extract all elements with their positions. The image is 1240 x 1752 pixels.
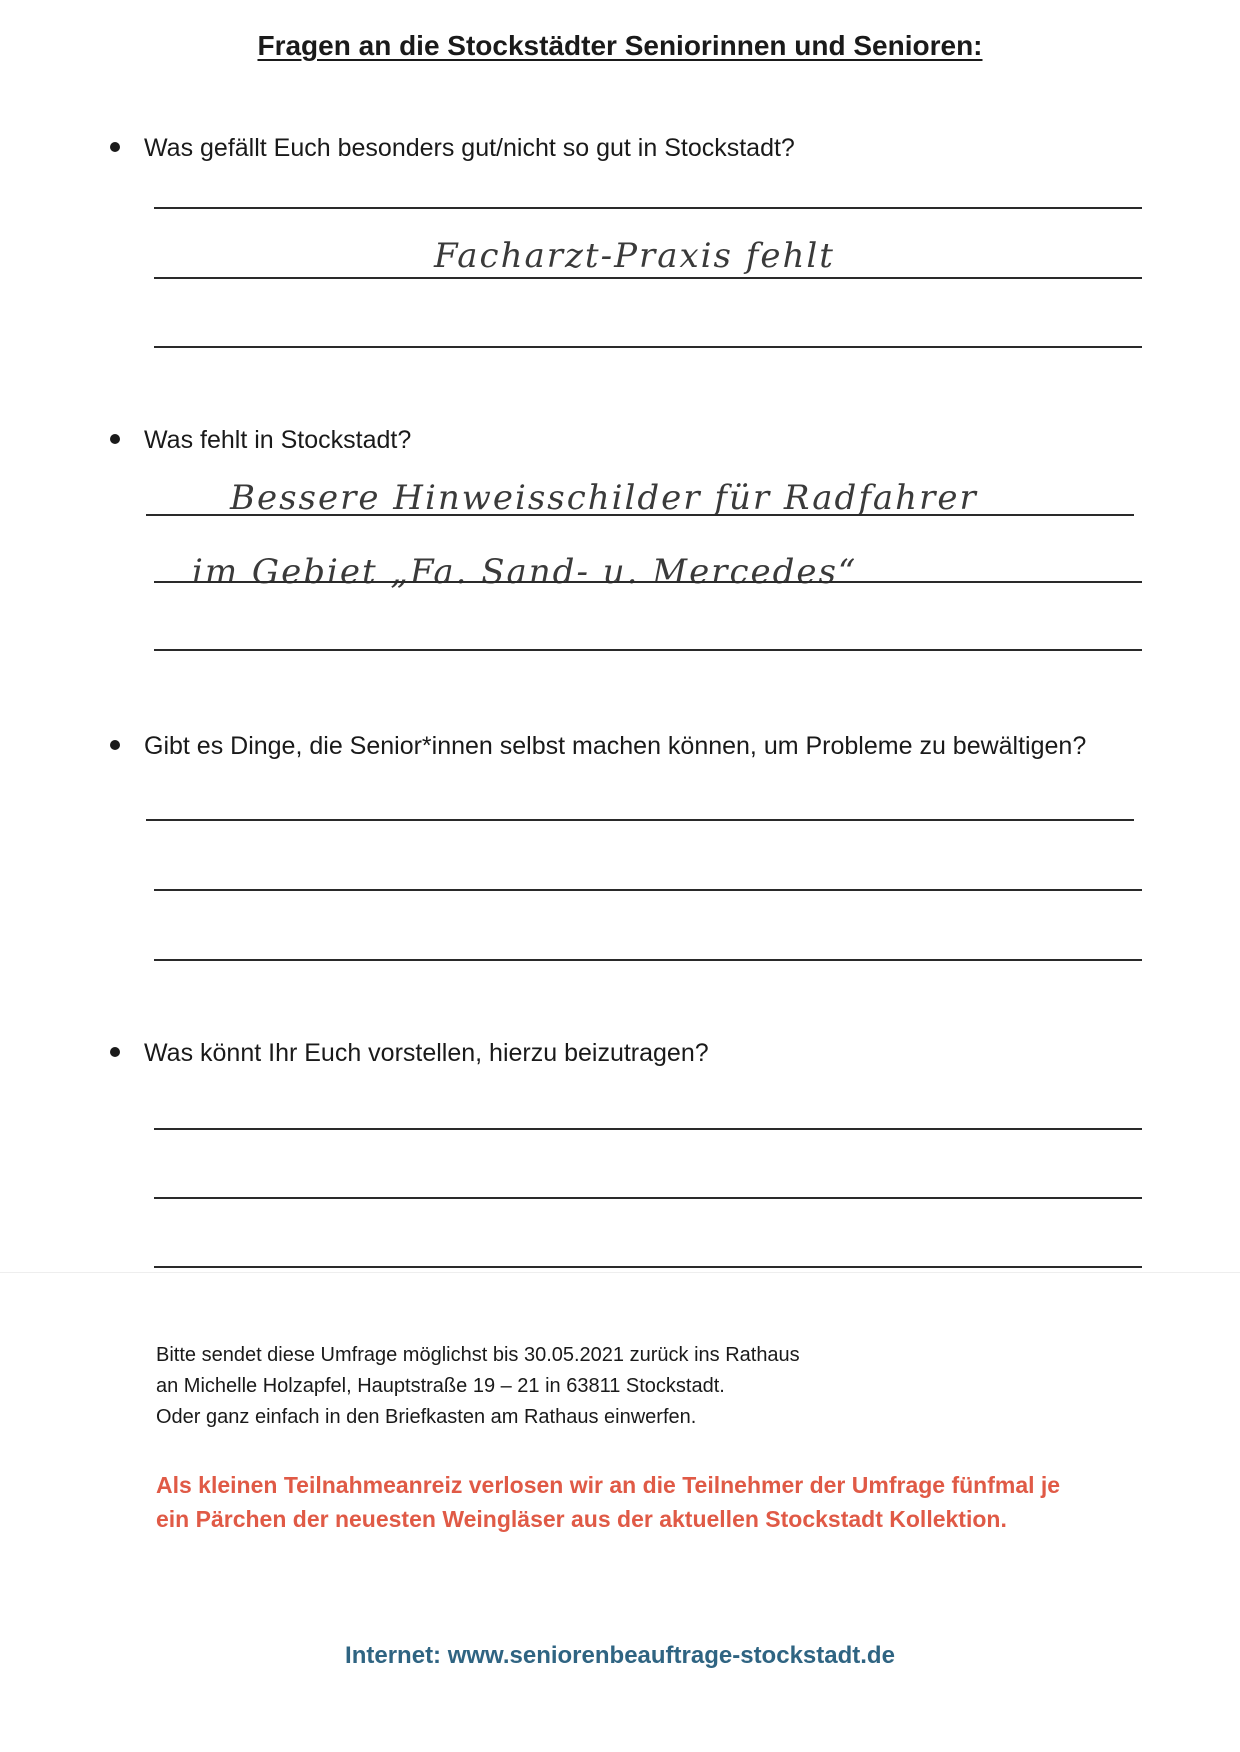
question-3-text: Gibt es Dinge, die Senior*innen selbst machen können, um Probleme zu bewältigen? [144, 732, 1087, 760]
page-title: Fragen an die Stockstädter Seniorinnen und Senioren: [257, 30, 983, 61]
handwritten-answer-2-2: im Gebiet „Fa. Sand- u. Mercedes“ [192, 552, 858, 592]
scan-artifact-divider [0, 1272, 1240, 1273]
website-link[interactable]: Internet: www.seniorenbeauftrage-stockstadt.de [345, 1642, 895, 1669]
answer-line-1-1[interactable] [154, 207, 1142, 209]
question-1 [110, 134, 795, 163]
question-4-text: Was könnt Ihr Euch vorstellen, hierzu beizutragen? [144, 1039, 709, 1067]
handwritten-answer-1-2: Facharzt-Praxis fehlt [434, 236, 835, 276]
question-1-text: Was gefällt Euch besonders gut/nicht so gut in Stockstadt? [144, 134, 795, 162]
question-2 [110, 426, 411, 455]
prize-line-1: Als kleinen Teilnahmeanreiz verlosen wir an die Teilnehmer der Umfrage fünfmal je [156, 1472, 1061, 1498]
return-instructions [156, 1340, 800, 1433]
bullet-icon [110, 1047, 120, 1057]
question-2-text: Was fehlt in Stockstadt? [144, 426, 412, 454]
answer-line-4-2[interactable] [154, 1197, 1142, 1199]
question-4 [110, 1039, 709, 1068]
answer-line-4-1[interactable] [154, 1128, 1142, 1130]
bullet-icon [110, 740, 120, 750]
answer-line-3-1[interactable] [146, 819, 1134, 821]
answer-line-4-3[interactable] [154, 1266, 1142, 1268]
prize-announcement [156, 1468, 1060, 1536]
handwritten-answer-2-1: Bessere Hinweisschilder für Radfahrer [230, 478, 978, 518]
prize-line-2: ein Pärchen der neuesten Weingläser aus der aktuellen Stockstadt Kollektion. [156, 1506, 1007, 1532]
answer-line-2-2[interactable] [154, 581, 1142, 583]
bullet-icon [110, 434, 120, 444]
answer-line-2-1[interactable] [146, 514, 1134, 516]
bullet-icon [110, 142, 120, 152]
return-instructions-line-1: Bitte sendet diese Umfrage möglichst bis 30.05.2021 zurück ins Rathaus [156, 1344, 800, 1366]
return-instructions-line-3: Oder ganz einfach in den Briefkasten am Rathaus einwerfen. [156, 1406, 697, 1428]
answer-line-3-2[interactable] [154, 889, 1142, 891]
answer-line-3-3[interactable] [154, 959, 1142, 961]
answer-line-1-3[interactable] [154, 346, 1142, 348]
return-instructions-line-2: an Michelle Holzapfel, Hauptstraße 19 – 21 in 63811 Stockstadt. [156, 1375, 725, 1397]
answer-line-2-3[interactable] [154, 649, 1142, 651]
answer-line-1-2[interactable] [154, 277, 1142, 279]
question-3 [110, 732, 1086, 761]
